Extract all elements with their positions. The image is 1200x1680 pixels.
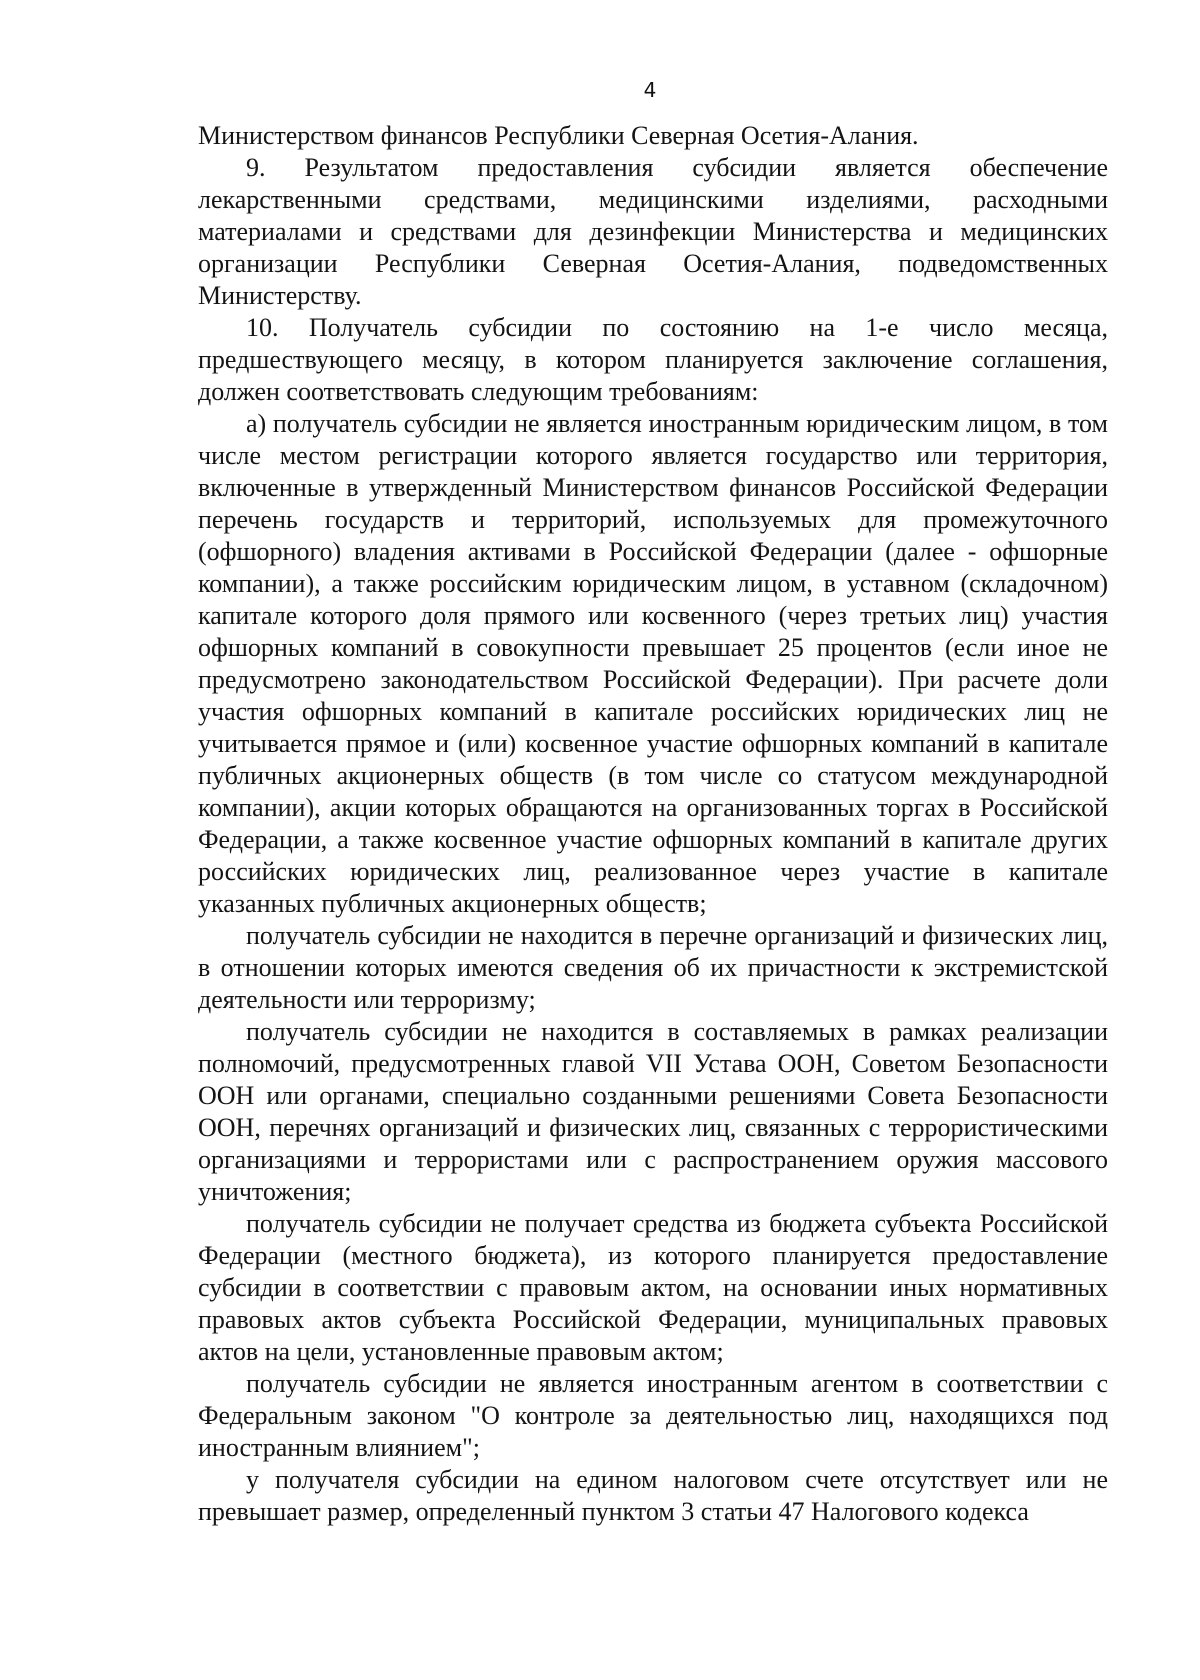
- paragraph-requirement-tax: у получателя субсидии на едином налоговом счете отсутствует или не превышает размер, определенный пунктом 3 статьи 47 Налогового кодекса: [198, 1465, 1108, 1526]
- paragraph-requirement-un-lists: получатель субсидии не находится в составляемых в рамках реализации полномочий, предусмотренных главой VII Устава ООН, Советом Безопасности ООН или органами, специально созданными решениями Совета Безопасности ООН, перечнях организаций и физических лиц, связанных с террористическими организациями и террористами или с распространением оружия массового уничтожения;: [198, 1017, 1108, 1206]
- paragraph-item-10: 10. Получатель субсидии по состоянию на 1-е число месяца, предшествующего месяцу, в котором планируется заключение соглашения, должен соответствовать следующим требованиям:: [198, 313, 1108, 406]
- paragraph-requirement-a: а) получатель субсидии не является иностранным юридическим лицом, в том числе местом регистрации которого является государство или территория, включенные в утвержденный Министерством финансов Российской Федерации перечень государств и территорий, используемых для промежуточного (офшорного) владения активами в Российской Федерации (далее - офшорные компании), а также российским юридическим лицом, в уставном (складочном) капитале которого доля прямого или косвенного (через третьих лиц) участия офшорных компаний в совокупности превышает 25 процентов (если иное не предусмотрено законодательством Российской Федерации). При расчете доли участия офшорных компаний в капитале российских юридических лиц не учитывается прямое и (или) косвенное участие офшорных компаний в капитале публичных акционерных обществ (в том числе со статусом международной компании), акции которых обращаются на организованных торгах в Российской Федерации, а также косвенное участие офшорных компаний в капитале других российских юридических лиц, реализованное через участие в капитале указанных публичных акционерных обществ;: [198, 409, 1108, 918]
- paragraph-requirement-extremism: получатель субсидии не находится в перечне организаций и физических лиц, в отношении которых имеются сведения об их причастности к экстремистской деятельности или терроризму;: [198, 921, 1108, 1014]
- paragraph-continuation: Министерством финансов Республики Северная Осетия-Алания.: [198, 121, 919, 150]
- paragraph-requirement-foreign-agent: получатель субсидии не является иностранным агентом в соответствии с Федеральным законом "О контроле за деятельностью лиц, находящихся под иностранным влиянием";: [198, 1369, 1108, 1462]
- paragraph-requirement-budget: получатель субсидии не получает средства из бюджета субъекта Российской Федерации (местного бюджета), из которого планируется предоставление субсидии в соответствии с правовым актом, на основании иных нормативных правовых актов субъекта Российской Федерации, муниципальных правовых актов на цели, установленные правовым актом;: [198, 1209, 1108, 1366]
- paragraph-item-9: 9. Результатом предоставления субсидии является обеспечение лекарственными средствами, медицинскими изделиями, расходными материалами и средствами для дезинфекции Министерства и медицинских организации Республики Северная Осетия-Алания, подведомственных Министерству.: [198, 153, 1108, 310]
- page-number: 4: [643, 78, 657, 102]
- document-body: [198, 120, 1108, 1528]
